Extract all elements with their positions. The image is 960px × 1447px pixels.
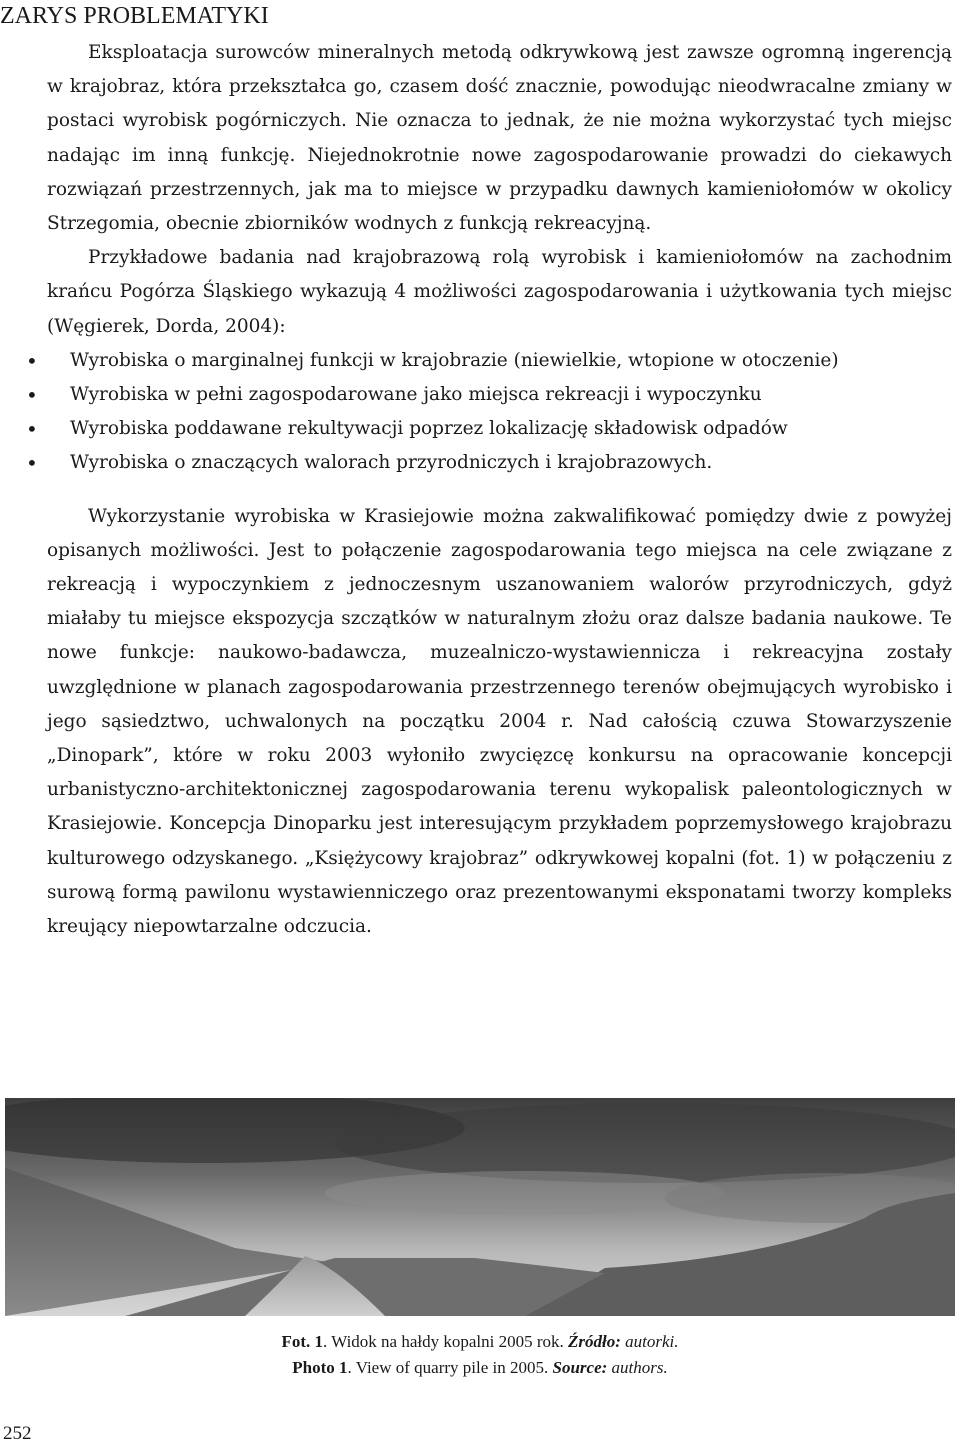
section-heading: ZARYS PROBLEMATYKI	[0, 3, 269, 29]
paragraph-krasiejow: Wykorzystanie wyrobiska w Krasiejowie można zakwalifikować pomiędzy dwie z powyżej opisanych możliwości. Jest to połączenie zagospodarowania tego miejsca na cele związane z rekreacją i wypoczynkiem z jednoczesnym uszanowaniem walorów przyrodniczych, gdyż miałaby tu miejsce ekspozycja szczątków w naturalnym złożu oraz dalsze badania naukowe. Te nowe funkcje: naukowo-badawcza, muzealniczo-wystawiennicza i rekreacyjna zostały uwzględnione w planach zagospodarowania przestrzennego terenów obejmujących wyrobisko i jego sąsiedztwo, uchwalonych na początku 2004 r. Nad całością czuwa Stowarzyszenie „Dinopark”, które w roku 2003 wyłoniło zwycięzcę konkursu na opracowanie koncepcji urbanistyczno-architektonicznej zagospodarowania terenu wykopalisk paleontologicznych w Krasiejowie. Koncepcja Dinoparku jest interesującym przykładem poprzemysłowego krajobrazu kulturowego odzyskanego. „Księżycowy krajobraz” odkrywkowej kopalni (fot. 1) w połączeniu z surową formą pawilonu wystawienniczego oraz prezentowanymi eksponatami tworzy kompleks kreujący niepowtarzalne odczucia.	[47, 505, 952, 938]
caption-label: Photo 1	[292, 1358, 348, 1377]
paragraph-intro: Eksploatacja surowców mineralnych metodą odkrywkową jest zawsze ogromną ingerencją w krajobraz, która przekształca go, czasem dość znacznie, powodując nieodwracalne zmiany w postaci wyrobisk pogórniczych. Nie oznacza to jednak, że nie można wykorzystać tych miejsc nadając im inną funkcję. Niejednokrotnie nowe zagospodarowanie prowadzi do ciekawych rozwiązań przestrzennych, jak ma to miejsce w przypadku dawnych kamieniołomów w okolicy Strzegomia, obecnie zbiorników wodnych z funkcją rekreacyjną.	[47, 42, 952, 235]
list-item: • Wyrobiska o znaczących walorach przyrodniczych i krajobrazowych.	[6, 446, 952, 480]
photo-caption-en	[0, 1358, 960, 1378]
caption-source: authors.	[607, 1358, 668, 1377]
caption-source: autorki.	[620, 1332, 679, 1351]
caption-text: . View of quarry pile in 2005.	[347, 1358, 553, 1377]
photo-caption-pl	[0, 1332, 960, 1352]
quarry-landscape-photo	[5, 1098, 955, 1316]
caption-label: Fot. 1	[281, 1332, 324, 1351]
body-text	[6, 36, 952, 944]
caption-source-label: Source:	[552, 1358, 608, 1377]
page-number: 252	[3, 1423, 32, 1444]
list-item: • Wyrobiska o marginalnej funkcji w krajobrazie (niewielkie, wtopione w otoczenie)	[6, 344, 952, 378]
list-item: • Wyrobiska poddawane rekultywacji poprzez lokalizację składowisk odpadów	[6, 412, 952, 446]
caption-source-label: Źródło:	[568, 1332, 621, 1351]
list-item: • Wyrobiska w pełni zagospodarowane jako miejsca rekreacji i wypoczynku	[6, 378, 952, 412]
paragraph-research: Przykładowe badania nad krajobrazową rolą wyrobisk i kamieniołomów na zachodnim krańcu Pogórza Śląskiego wykazują 4 możliwości zagospodarowania i użytkowania tych miejsc (Węgierek, Dorda, 2004):	[47, 247, 952, 337]
caption-text: . Widok na hałdy kopalni 2005 rok.	[323, 1332, 569, 1351]
possibilities-list	[6, 344, 952, 481]
